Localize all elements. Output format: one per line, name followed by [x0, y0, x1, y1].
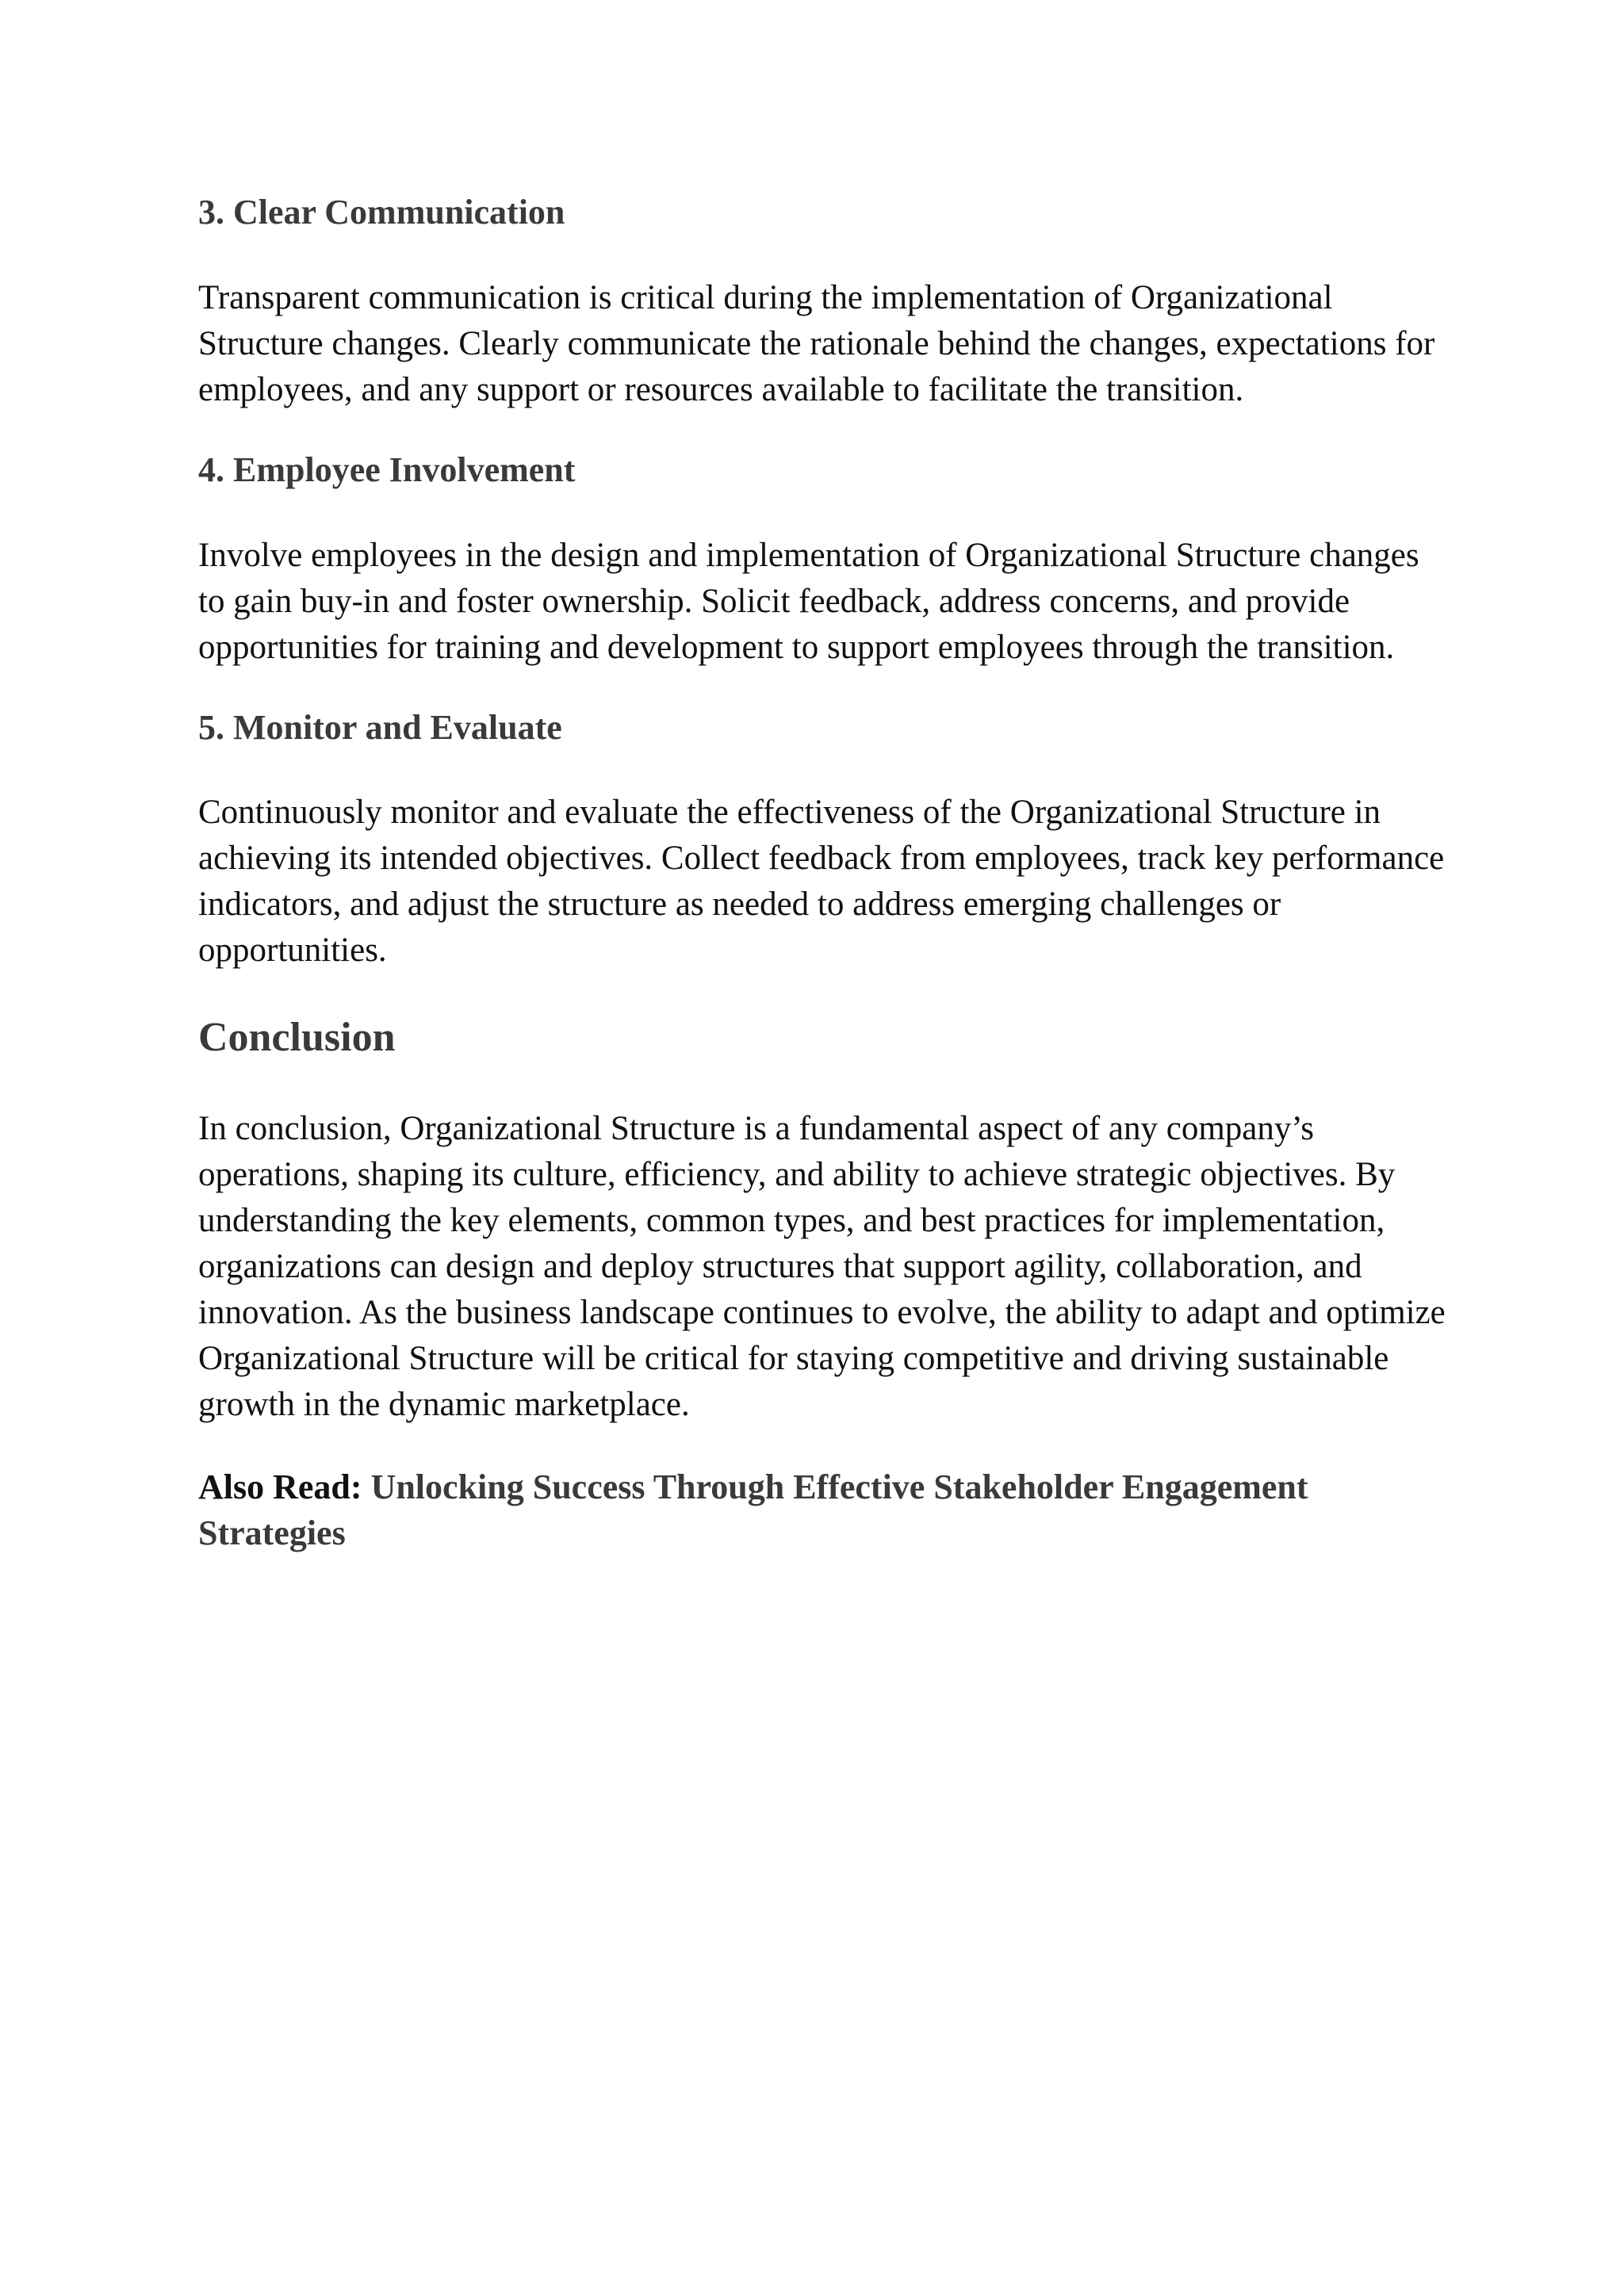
section-paragraph-clear-communication: Transparent communication is critical during the implementation of Organizational Structure changes. Clearly communicate the rationale behind the changes, expectations for employees, and any support or resources available to facilitate the transition.	[198, 278, 1435, 408]
section-heading-monitor-evaluate: 5. Monitor and Evaluate	[198, 707, 562, 747]
section-heading-employee-involvement: 4. Employee Involvement	[198, 450, 576, 489]
also-read-label: Also Read:	[198, 1467, 362, 1506]
document-page	[198, 192, 1451, 1556]
section-heading-clear-communication: 3. Clear Communication	[198, 193, 565, 232]
section-paragraph-employee-involvement: Involve employees in the design and implementation of Organizational Structure changes to gain buy-in and foster ownership. Solicit feedback, address concerns, and provide opportunities for training and development to support employees through the transition.	[198, 536, 1419, 666]
section-paragraph-monitor-evaluate: Continuously monitor and evaluate the effectiveness of the Organizational Structure in achieving its intended objectives. Collect feedback from employees, track key performance indicators, and adjust the structure as needed to address emerging challenges or opportunities.	[198, 794, 1445, 970]
conclusion-heading: Conclusion	[198, 1015, 396, 1061]
also-read-line	[198, 1464, 1451, 1556]
conclusion-paragraph: In conclusion, Organizational Structure is a fundamental aspect of any company’s operations, shaping its culture, efficiency, and ability to achieve strategic objectives. By understanding the key elements, common types, and best practices for implementation, organizations can design and deploy structures that support agility, collaboration, and innovation. As the business landscape continues to evolve, the ability to adapt and optimize Organizational Structure will be critical for staying competitive and driving sustainable growth in the dynamic marketplace.	[198, 1109, 1446, 1423]
also-read-link[interactable]: Unlocking Success Through Effective Stakeholder Engagement Strategies	[198, 1467, 1308, 1552]
